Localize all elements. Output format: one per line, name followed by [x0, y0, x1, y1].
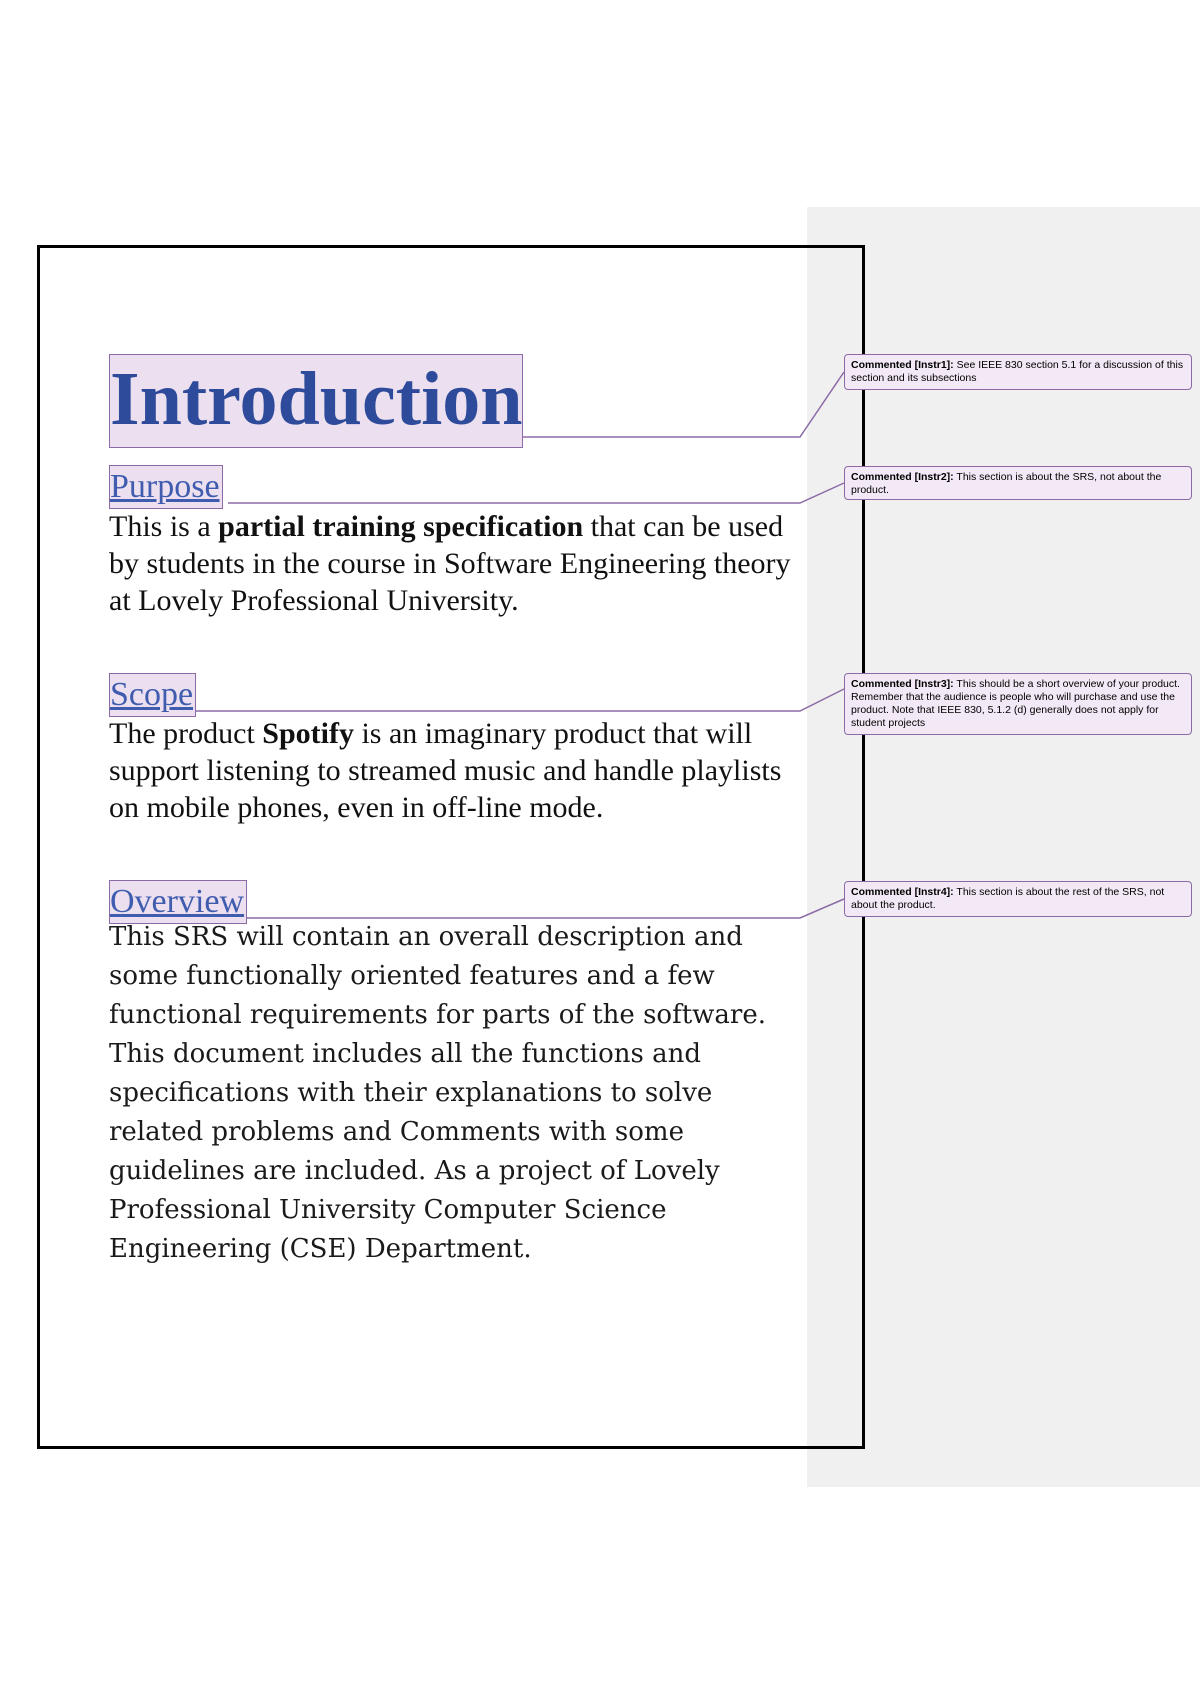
- paragraph-purpose: [109, 508, 799, 619]
- heading-scope[interactable]: Scope: [109, 673, 196, 717]
- purpose-text-end: that can be used by students in the course in Software Engineering theory at Lovely Professional University.: [109, 510, 791, 617]
- scope-text-bold: Spotify: [262, 717, 354, 750]
- comment-text-4: This section is about the rest of the SRS, not about the product.: [851, 886, 1165, 911]
- comment-text-2: This section is about the SRS, not about the product.: [851, 471, 1162, 496]
- comment-text-1: See IEEE 830 section 5.1 for a discussion of this section and its subsections: [851, 359, 1184, 384]
- connector-line-2: [228, 483, 844, 503]
- comment-balloon-4[interactable]: [844, 881, 1192, 917]
- heading-purpose[interactable]: Purpose: [109, 465, 223, 509]
- comment-balloon-3[interactable]: [844, 673, 1192, 735]
- comment-label-3: Commented [Instr3]:: [851, 678, 954, 690]
- comment-label-4: Commented [Instr4]:: [851, 886, 954, 898]
- comment-label-2: Commented [Instr2]:: [851, 471, 954, 483]
- connector-line-3: [195, 689, 844, 711]
- scope-text-start: The product: [109, 717, 263, 750]
- comment-text-3: This should be a short overview of your product. Remember that the audience is people who will purchase and use the product. Note that IEEE 830, 5.1.2 (d) generally does not apply for student projects: [851, 678, 1180, 729]
- purpose-text-start: This is a: [109, 510, 219, 543]
- heading-overview[interactable]: Overview: [109, 880, 247, 924]
- scope-text-end: is an imaginary product that will support listening to streamed music and handle playlists on mobile phones, even in off-line mode.: [109, 717, 782, 824]
- page-title: Introduction: [109, 354, 523, 448]
- paragraph-overview: This SRS will contain an overall description and some functionally oriented features and a few functional requirements for parts of the software. This document includes all the functions and specifications with their explanations to solve related problems and Comments with some guidelines are included. As a project of Lovely Professional University Computer Science Engineering (CSE) Department.: [109, 922, 766, 1264]
- connector-line-1: [517, 372, 844, 437]
- connector-line-4: [236, 899, 844, 918]
- comment-balloon-1[interactable]: [844, 354, 1192, 390]
- comment-label-1: Commented [Instr1]:: [851, 359, 954, 371]
- paragraph-scope: [109, 715, 799, 826]
- comment-balloon-2[interactable]: [844, 466, 1192, 500]
- purpose-text-bold: partial training specification: [218, 510, 584, 543]
